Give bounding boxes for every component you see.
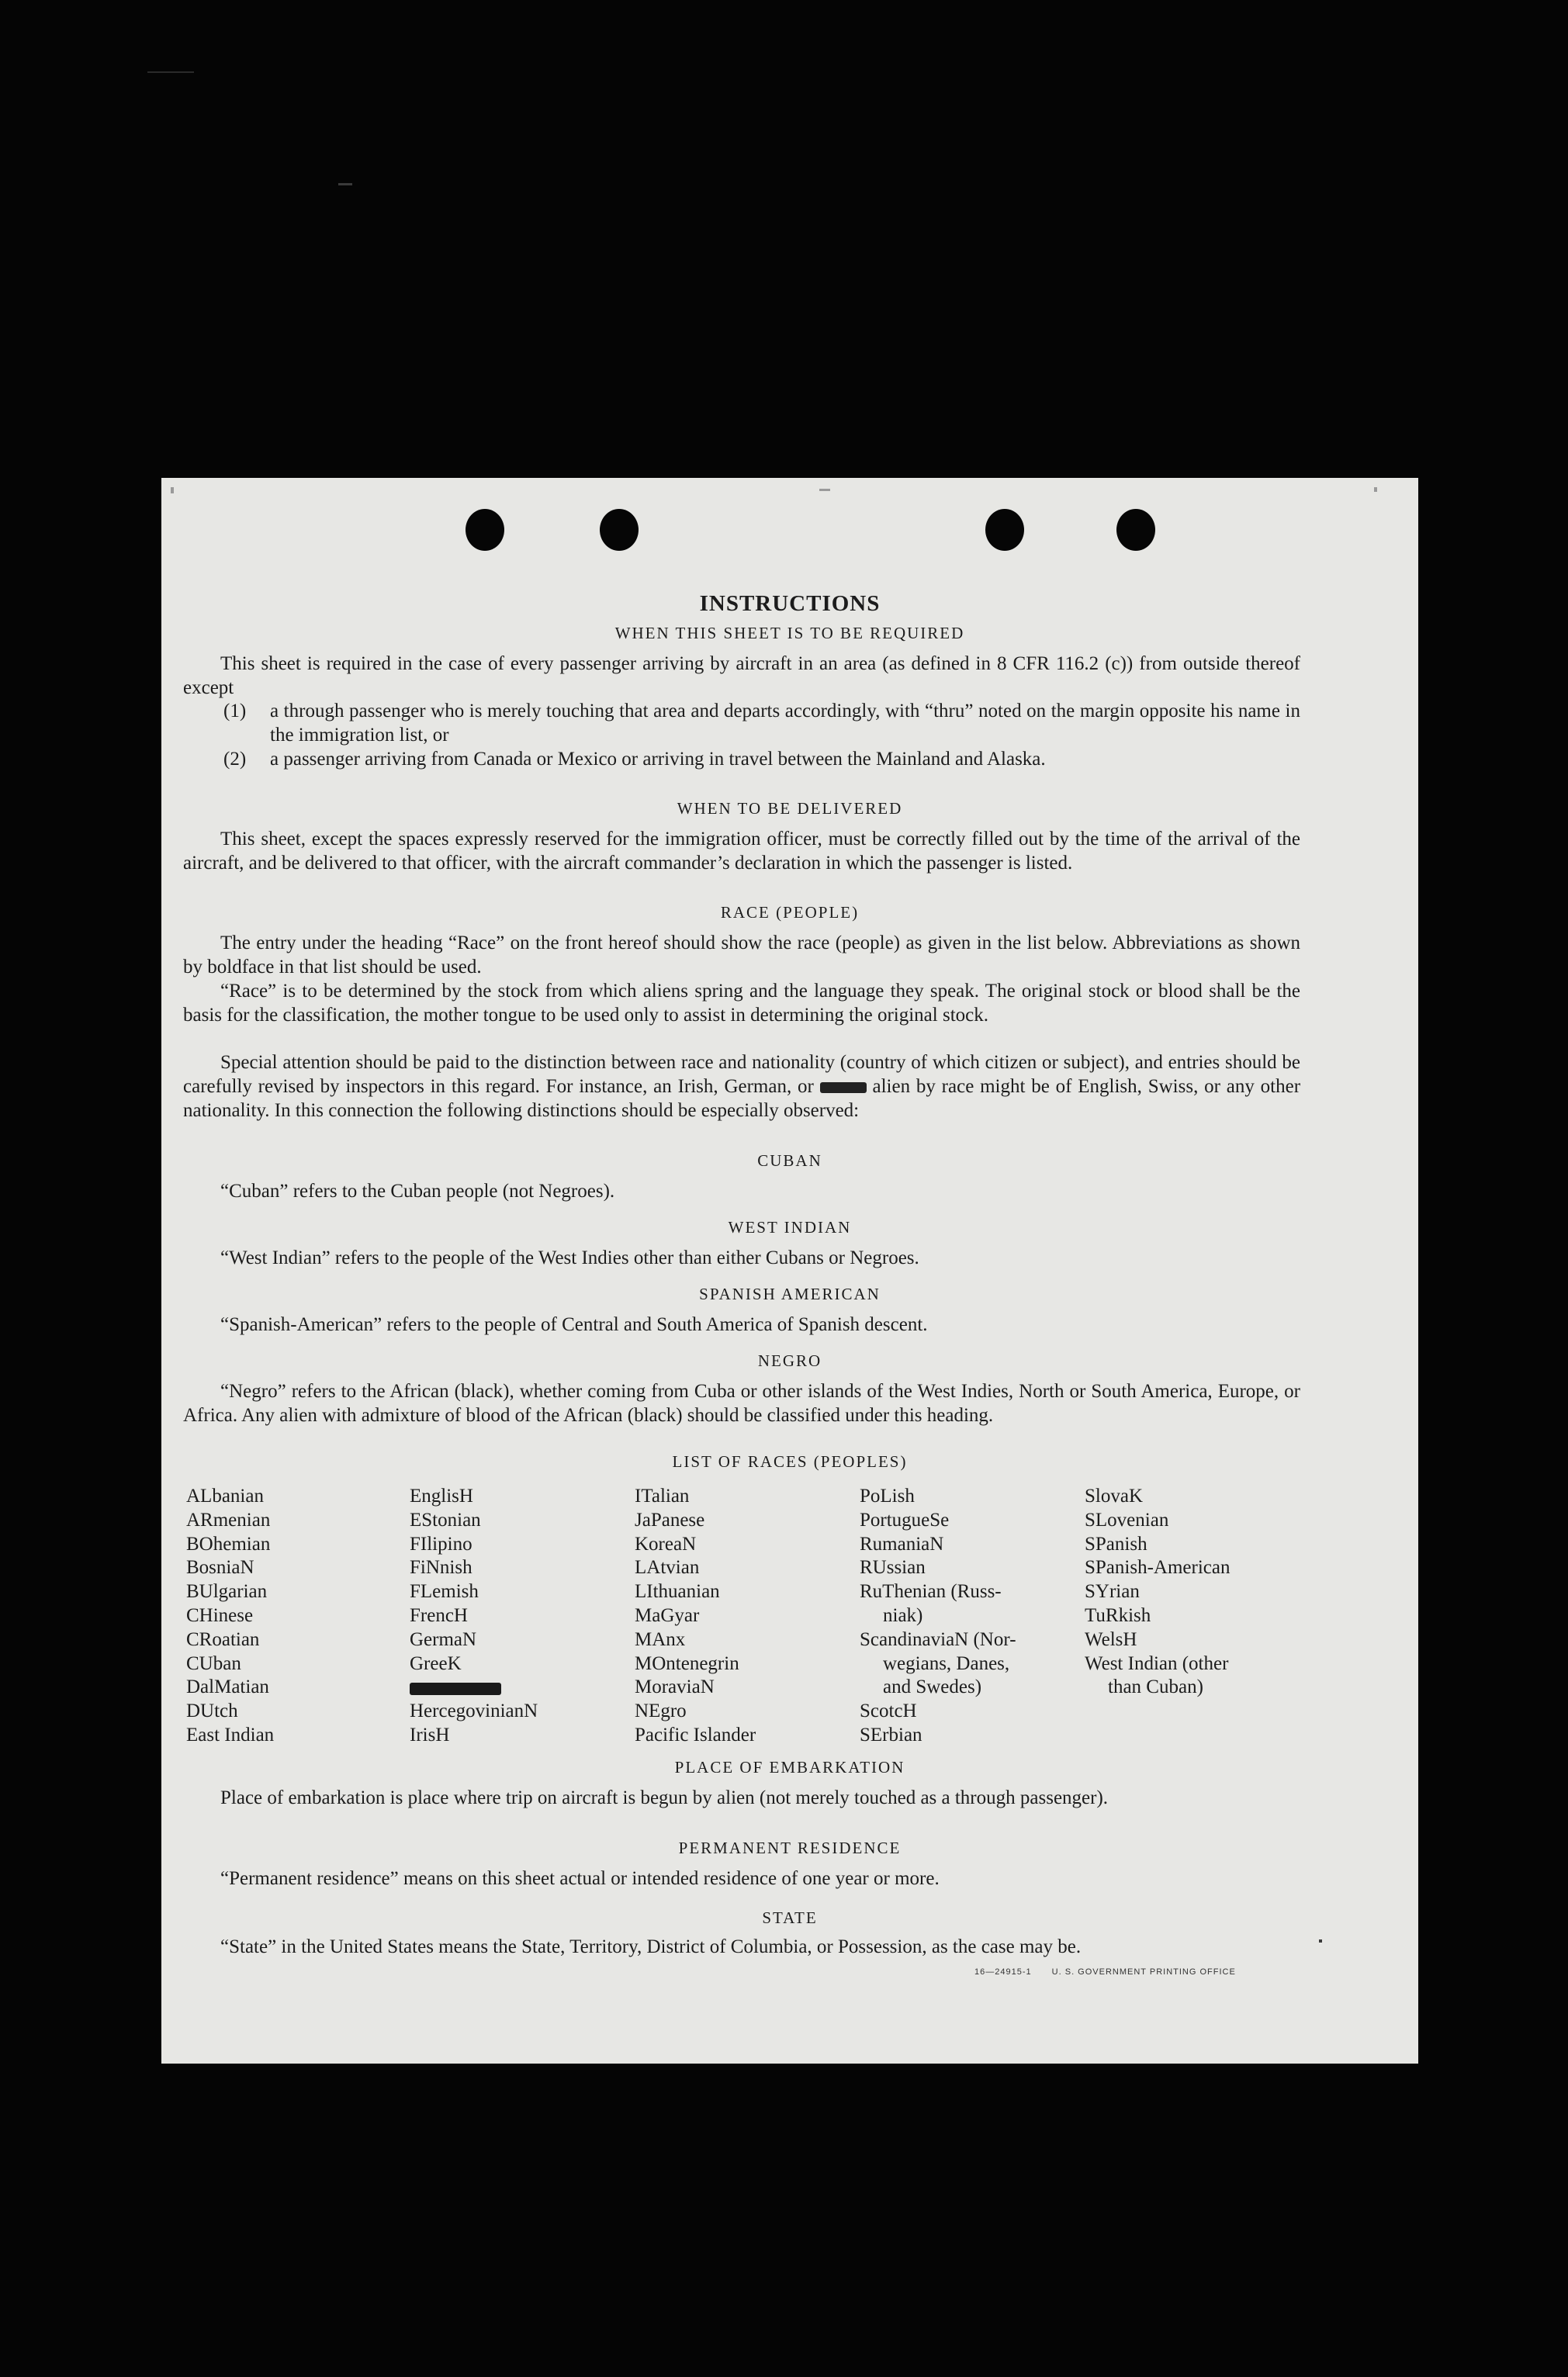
- race-entry: BosniaN: [186, 1557, 254, 1579]
- race-entry: ALbanian: [186, 1486, 264, 1507]
- section-heading-state: STATE: [762, 1908, 818, 1927]
- instruction-sheet: [161, 478, 1418, 2064]
- race-entry: WelsH: [1085, 1628, 1137, 1650]
- race-entry: DalMatian: [186, 1676, 269, 1698]
- race-paragraph-2: “Race” is to be determined by the stock from which aliens spring and the language they speak. The original stock or blood shall be the basis for the classification, the mother tongue to be used only to assist in determining the original stock.: [183, 981, 1300, 1026]
- race-paragraph-3: [183, 1050, 1300, 1123]
- scan-speck: [147, 71, 194, 73]
- punch-hole: [600, 509, 639, 551]
- punch-hole: [466, 509, 504, 551]
- race-entry: NEgro: [635, 1701, 687, 1722]
- when-delivered-text: This sheet, except the spaces expressly reserved for the immigration officer, must be correctly filled out by the time of the arrival of the aircraft, and be delivered to that officer, with the aircraft commander’s declaration in which the passenger is listed.: [183, 829, 1300, 874]
- race-entry: SPanish: [1085, 1533, 1147, 1555]
- race-entry-continued: than Cuban): [1108, 1676, 1203, 1698]
- race-entry: SPanish-American: [1085, 1557, 1231, 1579]
- exception-number: (2): [223, 749, 247, 770]
- race-entry: EStonian: [410, 1509, 481, 1531]
- race-entry: KoreaN: [635, 1533, 697, 1555]
- race-paragraph-1: The entry under the heading “Race” on the front hereof should show the race (people) as given in the list below. Abbreviations as shown by boldface in that list should be used.: [183, 932, 1300, 977]
- race-entry: CHinese: [186, 1604, 254, 1626]
- race-paragraph-3-start: Special attention should be paid to the distinction between race and nationality (country of which citizen or subject), and entries should be carefully revised by inspectors in this regard. For instance, an Irish, German, or: [183, 1052, 1300, 1097]
- race-entry: GreeK: [410, 1652, 462, 1674]
- race-entry: ITalian: [635, 1486, 690, 1507]
- race-entry: Pacific Islander: [635, 1724, 756, 1746]
- scan-speck: [1374, 487, 1377, 492]
- race-entry: MaGyar: [635, 1604, 700, 1626]
- race-entry: ARmenian: [186, 1509, 271, 1531]
- embarkation-text: Place of embarkation is place where trip on aircraft is begun by alien (not merely touched as a through passenger).: [220, 1787, 1109, 1808]
- race-entry: West Indian (other: [1085, 1652, 1229, 1674]
- west-indian-text: “West Indian” refers to the people of the West Indies other than either Cubans or Negroes.: [220, 1247, 919, 1268]
- negro-text: “Negro” refers to the African (black), whether coming from Cuba or other islands of the West Indies, North or South America, Europe, or Africa. Any alien with admixture of blood of the African (black) should be classified under this heading.: [183, 1381, 1300, 1426]
- race-entry-continued: wegians, Danes,: [883, 1652, 1010, 1674]
- race-entry: SErbian: [860, 1724, 922, 1746]
- race-entry: PortugueSe: [860, 1509, 950, 1531]
- form-number: 16—24915-1: [974, 1967, 1032, 1977]
- punch-hole: [985, 509, 1024, 551]
- race-entry: MOntenegrin: [635, 1652, 739, 1674]
- exception-number: (1): [223, 701, 247, 721]
- footer-imprint: [974, 1967, 1253, 1977]
- scan-speck: [819, 489, 830, 491]
- races-column-2: [410, 1485, 538, 1748]
- race-paragraph-3-end: alien by race might be of English, Swiss, or any other nationality. In this connection the following distinctions should be especially observed:: [183, 1076, 1301, 1121]
- race-entry: RumaniaN: [860, 1533, 944, 1555]
- race-entry-continued: niak): [883, 1604, 923, 1626]
- punch-hole: [1116, 509, 1155, 551]
- cuban-text: “Cuban” refers to the Cuban people (not Negroes).: [220, 1181, 615, 1202]
- race-entry: BOhemian: [186, 1533, 271, 1555]
- race-entry: ScotcH: [860, 1701, 917, 1722]
- race-entry: PoLish: [860, 1486, 915, 1507]
- races-column-1: [186, 1485, 274, 1748]
- section-heading-list-of-races: LIST OF RACES (PEOPLES): [672, 1452, 908, 1471]
- race-entry: RUssian: [860, 1557, 926, 1579]
- section-heading-race: RACE (PEOPLE): [720, 903, 860, 922]
- race-entry: HercegovinianN: [410, 1701, 538, 1722]
- race-entry: SlovaK: [1085, 1486, 1143, 1507]
- race-entry: TuRkish: [1085, 1604, 1151, 1626]
- races-column-3: [635, 1485, 756, 1748]
- race-entry: MoraviaN: [635, 1676, 715, 1698]
- section-heading-cuban: CUBAN: [757, 1151, 822, 1170]
- race-entry: BUlgarian: [186, 1581, 268, 1603]
- section-heading-negro: NEGRO: [757, 1351, 822, 1370]
- race-entry: JaPanese: [635, 1509, 705, 1531]
- section-heading-when-required: WHEN THIS SHEET IS TO BE REQUIRED: [614, 624, 965, 642]
- race-entry: CUban: [186, 1652, 241, 1674]
- race-entry: SLovenian: [1085, 1509, 1169, 1531]
- when-required-intro: This sheet is required in the case of every passenger arriving by aircraft in an area (as defined in 8 CFR 116.2 (c)) from outside thereof except: [183, 653, 1300, 698]
- races-column-4: [860, 1485, 1016, 1748]
- race-entry: FiNnish: [410, 1557, 472, 1579]
- race-entry: SYrian: [1085, 1581, 1140, 1603]
- printer-imprint: U. S. GOVERNMENT PRINTING OFFICE: [1051, 1967, 1236, 1977]
- race-entry: DUtch: [186, 1701, 238, 1722]
- page-title: INSTRUCTIONS: [699, 591, 881, 616]
- race-entry: East Indian: [186, 1724, 275, 1746]
- state-text: “State” in the United States means the State, Territory, District of Columbia, or Possession, as the case may be.: [220, 1936, 1082, 1957]
- section-heading-residence: PERMANENT RESIDENCE: [678, 1839, 902, 1857]
- race-entry: LAtvian: [635, 1557, 700, 1579]
- scan-speck: [171, 487, 174, 493]
- race-entry-redacted: [410, 1676, 538, 1700]
- race-entry: RuThenian (Russ-: [860, 1581, 1002, 1603]
- redaction-blot: [410, 1683, 501, 1695]
- races-column-5: [1085, 1485, 1230, 1700]
- race-entry: FLemish: [410, 1581, 479, 1603]
- race-entry: FrencH: [410, 1604, 468, 1626]
- residence-text: “Permanent residence” means on this sheet actual or intended residence of one year or more.: [220, 1868, 940, 1889]
- scan-speck: [1319, 1939, 1322, 1943]
- redaction-blot: [820, 1082, 867, 1093]
- section-heading-west-indian: WEST INDIAN: [728, 1218, 852, 1237]
- exception-text: a through passenger who is merely touching that area and departs accordingly, with “thru” noted on the margin opposite his name in the immigration list, or: [270, 701, 1300, 746]
- scan-speck: [338, 183, 352, 185]
- section-heading-embarkation: PLACE OF EMBARKATION: [674, 1758, 905, 1777]
- race-entry: LIthuanian: [635, 1581, 720, 1603]
- race-entry-continued: and Swedes): [883, 1676, 982, 1698]
- race-entry: CRoatian: [186, 1628, 260, 1650]
- section-heading-spanish-american: SPANISH AMERICAN: [699, 1285, 881, 1303]
- exception-item: [223, 747, 1300, 771]
- section-heading-when-delivered: WHEN TO BE DELIVERED: [677, 799, 903, 818]
- exception-text: a passenger arriving from Canada or Mexico or arriving in travel between the Mainland and Alaska.: [270, 749, 1046, 770]
- race-entry: EnglisH: [410, 1486, 473, 1507]
- spanish-american-text: “Spanish-American” refers to the people of Central and South America of Spanish descent.: [220, 1314, 928, 1335]
- race-entry: MAnx: [635, 1628, 686, 1650]
- exception-item: [223, 699, 1300, 747]
- race-entry: ScandinaviaN (Nor-: [860, 1628, 1016, 1650]
- race-entry: IrisH: [410, 1724, 450, 1746]
- race-entry: FIlipino: [410, 1533, 472, 1555]
- race-entry: GermaN: [410, 1628, 477, 1650]
